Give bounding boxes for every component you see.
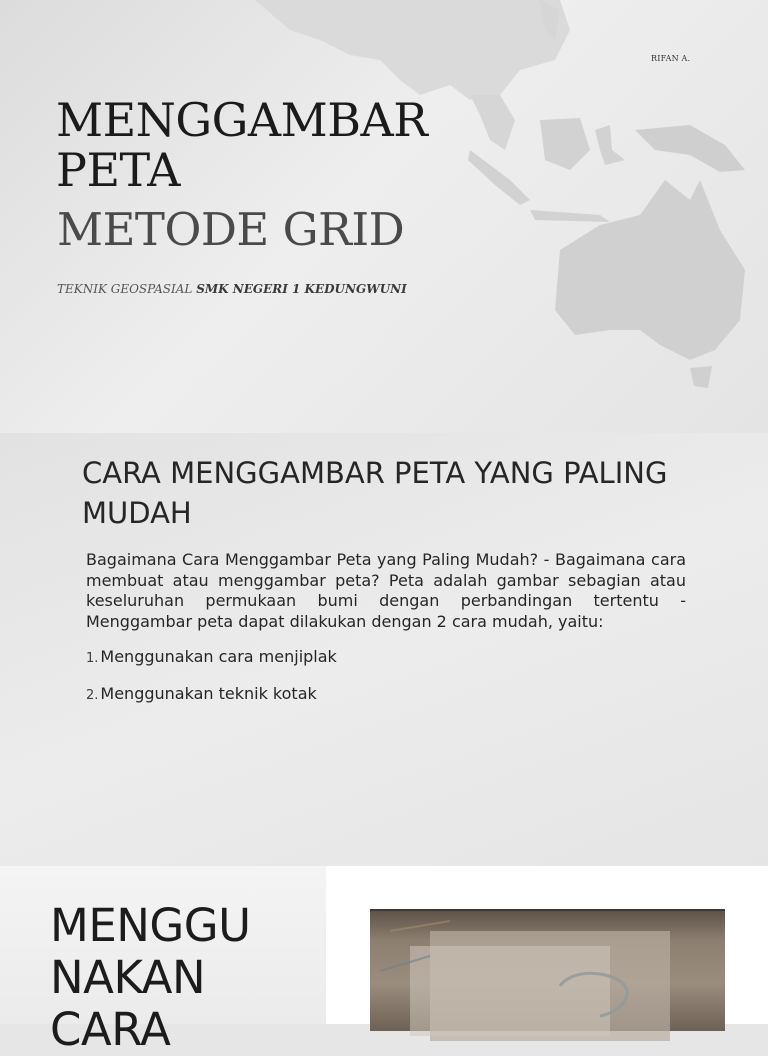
list-item — [86, 647, 337, 669]
map-sulawesi-shape — [595, 125, 625, 165]
tagline-prefix: TEKNIK GEOSPASIAL — [57, 282, 197, 296]
title-line-1: MENGGAMBAR — [56, 93, 428, 147]
title-slide — [0, 0, 768, 433]
method-slide-left-panel — [0, 866, 326, 1056]
list-item — [86, 684, 337, 706]
tracing-photo — [370, 909, 725, 1031]
method-heading-line-1: MENGGU — [50, 899, 251, 952]
list-text: Menggunakan teknik kotak — [100, 684, 317, 703]
map-australia-shape — [555, 180, 745, 360]
map-sumatra-shape — [468, 150, 530, 205]
method-list — [86, 647, 337, 721]
method-slide — [0, 866, 768, 1056]
list-text: Menggunakan cara menjiplak — [100, 647, 337, 666]
method-heading-line-3: CARA — [50, 1003, 171, 1056]
map-java-shape — [530, 210, 610, 222]
content-heading: CARA MENGGAMBAR PETA YANG PALING MUDAH — [82, 456, 668, 530]
list-number: 2. — [86, 688, 99, 703]
slide-subtitle: METODE GRID — [57, 203, 405, 256]
tagline-school: SMK NEGERI 1 KEDUNGWUNI — [196, 282, 407, 296]
map-newguinea-shape — [635, 125, 745, 172]
list-number: 1. — [86, 651, 99, 666]
method-heading-line-2: NAKAN — [50, 951, 206, 1004]
tracing-photo-image — [370, 911, 725, 1031]
author-label: RIFAN A. — [651, 54, 691, 63]
map-seasia-shape — [470, 95, 515, 150]
title-line-2: PETA — [56, 143, 180, 197]
map-tasmania-shape — [690, 366, 712, 388]
map-borneo-shape — [540, 118, 590, 170]
content-slide — [0, 433, 768, 866]
map-asia-shape — [255, 0, 570, 100]
content-paragraph: Bagaimana Cara Menggambar Peta yang Paling Mudah? - Bagaimana cara membuat atau menggambar peta? Peta adalah gambar sebagian atau keseluruhan permukaan bumi dengan perbandingan tertentu - Menggambar peta dapat dilakukan dengan 2 cara mudah, yaitu: — [86, 550, 686, 631]
method-heading — [50, 900, 310, 1056]
tagline — [57, 282, 407, 296]
slide-title — [56, 95, 427, 195]
